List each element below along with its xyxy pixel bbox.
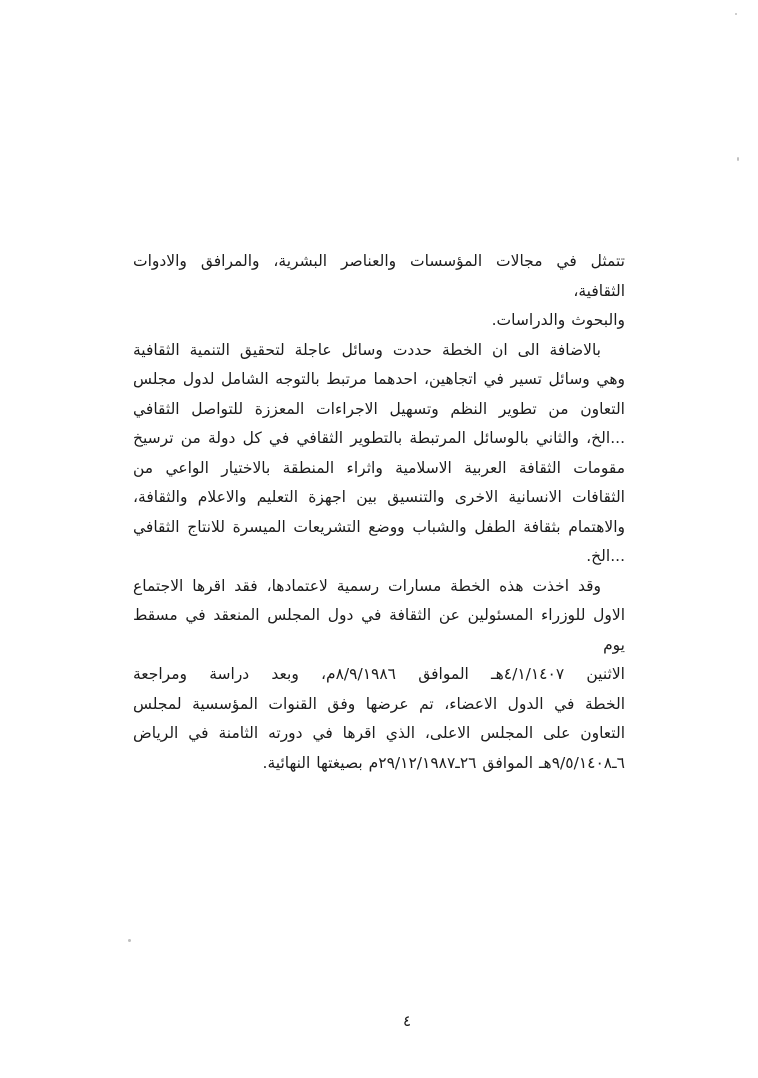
- text-line: الاول للوزراء المسئولين عن الثقافة في دول المجلس المنعقد في مسقط يوم: [133, 606, 625, 654]
- text-line: مقومات الثقافة العربية الاسلامية واثراء المنطقة بالاختيار الواعي من: [133, 458, 625, 477]
- scan-speck: [128, 939, 131, 942]
- scan-speck: [737, 157, 739, 161]
- text-line: تتمثل في مجالات المؤسسات والعناصر البشرية، والمرافق والادوات الثقافية،: [133, 252, 625, 300]
- text-line: الثقافات الانسانية الاخرى والتنسيق بين اجهزة التعليم والاعلام والثقافة،: [133, 488, 625, 506]
- page-number: ٤: [402, 1012, 412, 1030]
- text-line: وهي وسائل تسير في اتجاهين، احدهما مرتبط بالتوجه الشامل لدول مجلس: [133, 370, 625, 388]
- text-line: التعاون من تطوير النظم وتسهيل الاجراءات المعززة للتواصل الثقافي: [133, 399, 625, 418]
- text-line: والاهتمام بثقافة الطفل والشباب ووضع التشريعات الميسرة للانتاج الثقافي: [133, 517, 625, 536]
- body-text: [133, 247, 625, 778]
- scan-speck: [735, 13, 737, 15]
- text-line: والبحوث والدراسات.: [491, 311, 625, 329]
- text-line: ...الخ.: [586, 547, 625, 565]
- text-line: التعاون على المجلس الاعلى، الذي اقرها في دورته الثامنة في الرياض: [133, 724, 625, 742]
- text-line: بالاضافة الى ان الخطة حددت وسائل عاجلة لتحقيق التنمية الثقافية: [133, 340, 601, 359]
- text-line: وقد اخذت هذه الخطة مسارات رسمية لاعتمادها، فقد اقرها الاجتماع: [133, 576, 601, 595]
- text-line: الاثنين ٤/١/١٤٠٧هـ الموافق ٨/٩/١٩٨٦م، وبعد دراسة ومراجعة: [133, 665, 625, 683]
- text-line: ٦ـ٩/٥/١٤٠٨هـ الموافق ٢٦ـ٢٩/١٢/١٩٨٧م بصيغتها النهائية.: [262, 753, 625, 772]
- text-line: ...الخ، والثاني بالوسائل المرتبطة بالتطوير الثقافي في كل دولة من ترسيخ: [133, 429, 625, 447]
- text-line: الخطة في الدول الاعضاء، تم عرضها وفق القنوات المؤسسية لمجلس: [133, 694, 625, 713]
